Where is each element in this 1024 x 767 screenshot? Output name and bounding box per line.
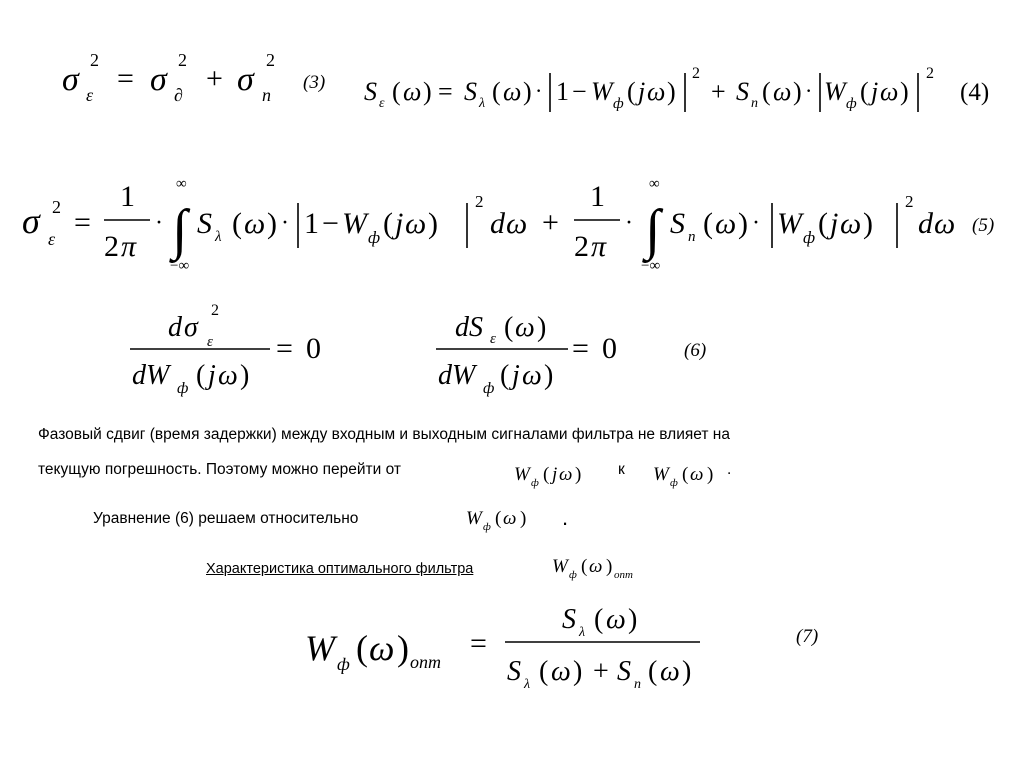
svg-text:S: S bbox=[670, 207, 685, 240]
svg-text:ε: ε bbox=[490, 331, 496, 347]
svg-text:π: π bbox=[591, 230, 607, 263]
svg-text:ω: ω bbox=[880, 77, 899, 106]
svg-text:j: j bbox=[552, 464, 558, 485]
svg-text:ф: ф bbox=[613, 96, 624, 112]
equation-number-6: (6) bbox=[684, 340, 707, 361]
inline-formula-optimal bbox=[552, 556, 633, 581]
svg-text:·: · bbox=[281, 210, 289, 236]
svg-text:): ) bbox=[707, 464, 714, 485]
svg-text:(: ( bbox=[627, 77, 636, 106]
svg-text:π: π bbox=[121, 230, 137, 263]
svg-text:ф: ф bbox=[569, 569, 577, 581]
svg-text:2: 2 bbox=[926, 65, 934, 82]
svg-text:W: W bbox=[552, 556, 568, 577]
svg-text:2: 2 bbox=[211, 302, 219, 319]
svg-text:·: · bbox=[155, 210, 163, 236]
formula-5 bbox=[22, 176, 955, 274]
svg-text:): ) bbox=[544, 360, 554, 391]
svg-text:ω: ω bbox=[660, 656, 680, 687]
word-k: к bbox=[618, 461, 625, 478]
optimal-filter-label: Характеристика оптимального фильтра bbox=[206, 561, 474, 577]
svg-text:ω: ω bbox=[515, 312, 535, 343]
svg-text:ε: ε bbox=[207, 334, 213, 350]
svg-text:ω: ω bbox=[403, 77, 422, 106]
svg-text:S: S bbox=[364, 77, 377, 106]
svg-text:опт: опт bbox=[614, 569, 633, 581]
svg-text:): ) bbox=[863, 207, 873, 240]
svg-text:(: ( bbox=[500, 360, 510, 391]
svg-text:ω: ω bbox=[773, 77, 792, 106]
svg-text:j: j bbox=[208, 360, 216, 391]
equation-number-4: (4) bbox=[960, 79, 990, 106]
svg-text:0: 0 bbox=[306, 332, 321, 365]
svg-text:=: = bbox=[117, 62, 134, 95]
svg-text:∫: ∫ bbox=[172, 199, 188, 261]
svg-text:): ) bbox=[523, 77, 532, 106]
svg-text:∂: ∂ bbox=[174, 85, 183, 105]
svg-text:d: d bbox=[490, 207, 505, 240]
svg-text:): ) bbox=[900, 77, 909, 106]
svg-text:j: j bbox=[871, 77, 879, 106]
svg-text:−∞: −∞ bbox=[170, 258, 190, 274]
svg-text:λ: λ bbox=[579, 625, 586, 640]
svg-text:∞: ∞ bbox=[176, 176, 187, 192]
svg-text:σ: σ bbox=[150, 61, 167, 98]
svg-text:): ) bbox=[240, 360, 250, 391]
formula-6a bbox=[130, 302, 321, 397]
svg-text:ф: ф bbox=[531, 477, 539, 489]
svg-text:=: = bbox=[470, 627, 487, 660]
svg-text:−: − bbox=[322, 207, 339, 240]
svg-text:+: + bbox=[542, 206, 559, 239]
svg-text:ф: ф bbox=[483, 521, 491, 533]
svg-text:ω: ω bbox=[551, 656, 571, 687]
formula-6b bbox=[436, 312, 617, 397]
svg-text:): ) bbox=[267, 207, 277, 240]
svg-text:ω: ω bbox=[715, 207, 737, 240]
svg-text:S: S bbox=[197, 207, 212, 240]
svg-text:ω: ω bbox=[503, 77, 522, 106]
svg-text:dS: dS bbox=[455, 312, 483, 343]
svg-text:): ) bbox=[606, 556, 613, 577]
svg-text:ω: ω bbox=[606, 604, 626, 635]
svg-text:ф: ф bbox=[483, 380, 495, 397]
svg-text:ω: ω bbox=[405, 207, 427, 240]
svg-text:(: ( bbox=[495, 508, 502, 529]
svg-text:ф: ф bbox=[337, 654, 350, 674]
svg-text:ф: ф bbox=[803, 228, 816, 247]
svg-text:(: ( bbox=[392, 77, 401, 106]
svg-text:S: S bbox=[562, 604, 576, 635]
svg-text:): ) bbox=[667, 77, 676, 106]
svg-text:ε: ε bbox=[379, 96, 385, 111]
svg-text:2: 2 bbox=[90, 50, 99, 70]
svg-text:ω: ω bbox=[589, 556, 603, 577]
svg-text:ω: ω bbox=[522, 360, 542, 391]
svg-text:n: n bbox=[751, 96, 758, 111]
svg-text:ω: ω bbox=[503, 508, 517, 529]
svg-text:σ: σ bbox=[22, 201, 40, 241]
svg-text:σ: σ bbox=[62, 61, 79, 98]
svg-text:d: d bbox=[918, 207, 933, 240]
svg-text:0: 0 bbox=[602, 332, 617, 365]
svg-text:1: 1 bbox=[120, 180, 135, 213]
svg-text:W: W bbox=[591, 77, 613, 106]
svg-text:∞: ∞ bbox=[649, 176, 660, 192]
svg-text:·: · bbox=[625, 210, 633, 236]
svg-text:(: ( bbox=[818, 207, 828, 240]
svg-text:(: ( bbox=[383, 207, 393, 240]
svg-text:): ) bbox=[428, 207, 438, 240]
svg-text:ω: ω bbox=[559, 464, 573, 485]
svg-text:(: ( bbox=[196, 360, 206, 391]
svg-text:ω: ω bbox=[647, 77, 666, 106]
svg-text:): ) bbox=[628, 604, 638, 635]
svg-text:·: · bbox=[535, 78, 543, 103]
svg-text:2: 2 bbox=[905, 192, 914, 211]
svg-text:(: ( bbox=[860, 77, 869, 106]
inline-formula-to bbox=[653, 464, 713, 489]
paragraph-phase-shift-line1: Фазовый сдвиг (время задержки) между входным и выходным сигналами фильтра не влияет на bbox=[38, 426, 730, 443]
svg-text:σ: σ bbox=[184, 312, 198, 343]
svg-text:ф: ф bbox=[846, 96, 857, 112]
svg-text:(: ( bbox=[648, 656, 658, 687]
period-1: . bbox=[727, 461, 732, 478]
svg-text:(: ( bbox=[682, 464, 689, 485]
svg-text:W: W bbox=[466, 508, 482, 529]
svg-text:(: ( bbox=[594, 604, 604, 635]
svg-text:): ) bbox=[573, 656, 583, 687]
svg-text:λ: λ bbox=[479, 96, 486, 111]
svg-text:dW: dW bbox=[438, 360, 476, 391]
svg-text:W: W bbox=[305, 628, 335, 668]
svg-text:ε: ε bbox=[48, 229, 56, 249]
svg-text:2: 2 bbox=[104, 230, 119, 263]
svg-text:ф: ф bbox=[177, 380, 189, 397]
svg-text:2: 2 bbox=[574, 230, 589, 263]
svg-text:j: j bbox=[395, 207, 404, 240]
paragraph-phase-shift-line2: текущую погрешность. Поэтому можно перейти от bbox=[38, 461, 401, 478]
equation-number-7: (7) bbox=[796, 626, 819, 647]
equation-number-5: (5) bbox=[972, 215, 995, 236]
svg-text:2: 2 bbox=[178, 50, 187, 70]
svg-text:2: 2 bbox=[266, 50, 275, 70]
svg-text:S: S bbox=[464, 77, 477, 106]
svg-text:): ) bbox=[423, 77, 432, 106]
svg-text:): ) bbox=[575, 464, 582, 485]
svg-text:j: j bbox=[638, 77, 646, 106]
svg-text:dW: dW bbox=[132, 360, 170, 391]
svg-text:S: S bbox=[617, 656, 631, 687]
svg-text:=: = bbox=[276, 332, 293, 365]
svg-text:опт: опт bbox=[410, 652, 441, 672]
svg-text:∫: ∫ bbox=[645, 199, 661, 261]
svg-text:W: W bbox=[824, 77, 846, 106]
svg-text:n: n bbox=[688, 229, 696, 245]
svg-text:ε: ε bbox=[86, 85, 94, 105]
svg-text:(: ( bbox=[492, 77, 501, 106]
svg-text:j: j bbox=[830, 207, 839, 240]
svg-text:ω: ω bbox=[506, 207, 528, 240]
svg-text:=: = bbox=[74, 206, 91, 239]
formula-4 bbox=[364, 65, 934, 112]
svg-text:j: j bbox=[512, 360, 520, 391]
svg-text:W: W bbox=[653, 464, 669, 485]
svg-text:): ) bbox=[520, 508, 527, 529]
svg-text:(: ( bbox=[703, 207, 713, 240]
svg-text:2: 2 bbox=[692, 65, 700, 82]
svg-text:2: 2 bbox=[475, 192, 484, 211]
equation-number-3: (3) bbox=[303, 72, 326, 93]
svg-text:S: S bbox=[507, 656, 521, 687]
svg-text:ф: ф bbox=[670, 477, 678, 489]
svg-text:+: + bbox=[206, 62, 223, 95]
svg-text:ω: ω bbox=[244, 207, 266, 240]
svg-text:(: ( bbox=[232, 207, 242, 240]
period-2: . bbox=[562, 505, 569, 530]
svg-text:λ: λ bbox=[524, 677, 531, 692]
svg-text:ω: ω bbox=[369, 628, 395, 668]
svg-text:1: 1 bbox=[556, 77, 569, 106]
svg-text:(: ( bbox=[504, 312, 514, 343]
svg-text:(: ( bbox=[539, 656, 549, 687]
svg-text:1: 1 bbox=[304, 207, 319, 240]
svg-text:): ) bbox=[738, 207, 748, 240]
svg-text:W: W bbox=[342, 207, 367, 240]
inline-formula-relative bbox=[466, 508, 526, 533]
svg-text:ф: ф bbox=[368, 228, 381, 247]
svg-text:n: n bbox=[634, 677, 641, 692]
svg-text:W: W bbox=[777, 207, 802, 240]
svg-text:): ) bbox=[682, 656, 692, 687]
svg-text:n: n bbox=[262, 85, 271, 105]
svg-text:(: ( bbox=[581, 556, 588, 577]
svg-text:2: 2 bbox=[52, 197, 61, 217]
svg-text:ω: ω bbox=[934, 207, 956, 240]
inline-formula-from bbox=[514, 464, 581, 489]
svg-text:−: − bbox=[572, 77, 587, 106]
svg-text:ω: ω bbox=[690, 464, 704, 485]
paragraph-solve-equation: Уравнение (6) решаем относительно bbox=[93, 510, 359, 527]
svg-text:W: W bbox=[514, 464, 530, 485]
svg-text:(: ( bbox=[356, 628, 368, 668]
svg-text:(: ( bbox=[543, 464, 550, 485]
formula-3 bbox=[62, 50, 275, 105]
svg-text:σ: σ bbox=[237, 61, 254, 98]
svg-text:): ) bbox=[537, 312, 547, 343]
svg-text:=: = bbox=[438, 77, 453, 106]
svg-text:+: + bbox=[593, 656, 609, 687]
svg-text:·: · bbox=[752, 210, 760, 236]
svg-text:ω: ω bbox=[840, 207, 862, 240]
svg-text:): ) bbox=[397, 628, 409, 668]
svg-text:d: d bbox=[168, 312, 182, 343]
svg-text:·: · bbox=[805, 78, 813, 103]
svg-text:1: 1 bbox=[590, 180, 605, 213]
formula-7 bbox=[305, 604, 700, 692]
svg-text:−∞: −∞ bbox=[641, 258, 661, 274]
svg-text:ω: ω bbox=[218, 360, 238, 391]
svg-text:λ: λ bbox=[215, 229, 222, 245]
svg-text:=: = bbox=[572, 332, 589, 365]
svg-text:(: ( bbox=[762, 77, 771, 106]
svg-text:S: S bbox=[736, 77, 749, 106]
svg-text:): ) bbox=[793, 77, 802, 106]
svg-text:+: + bbox=[711, 77, 726, 106]
